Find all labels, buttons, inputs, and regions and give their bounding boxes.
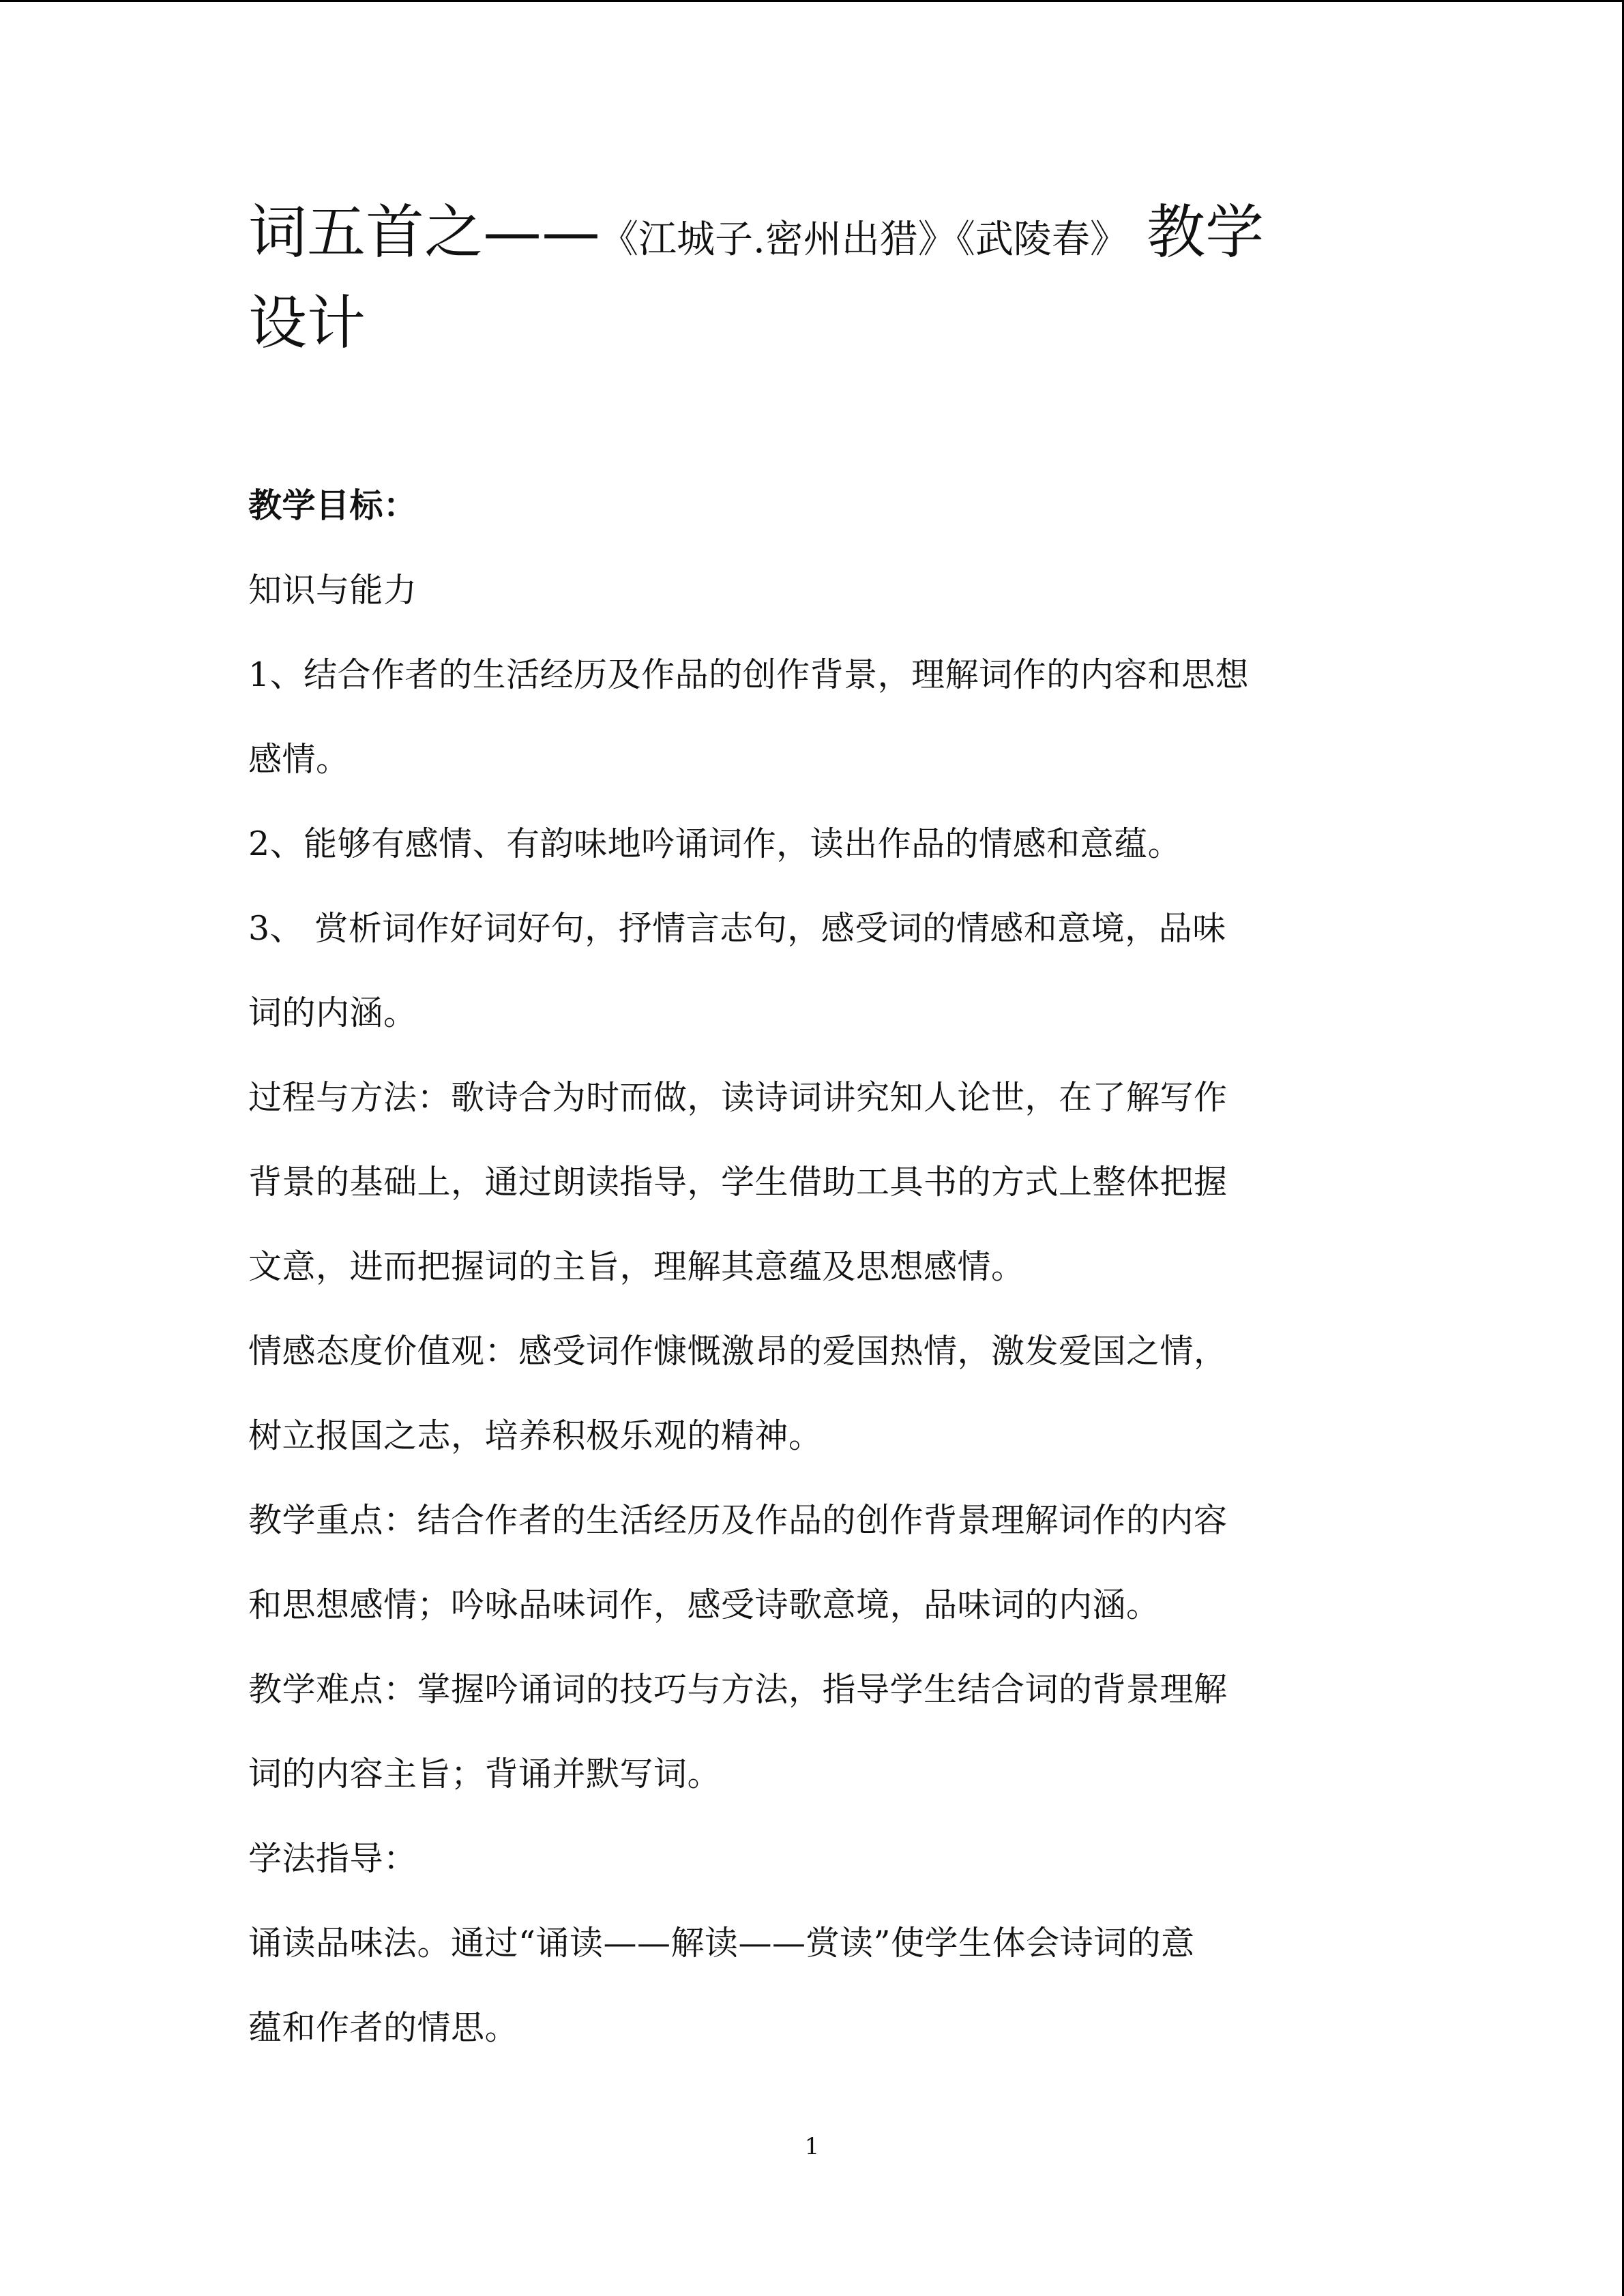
document-page bbox=[248, 191, 1394, 2070]
paragraph: 文意，进而把握词的主旨，理解其意蕴及思想感情。 bbox=[248, 1247, 1025, 1286]
paragraph: 诵读品味法。通过“诵读——解读——赏读”使学生体会诗词的意 bbox=[248, 1924, 1195, 1963]
paragraph: 2、能够有感情、有韵味地吟诵词作，读出作品的情感和意蕴。 bbox=[248, 824, 1182, 863]
document-title bbox=[248, 191, 1394, 366]
page-border-top bbox=[0, 0, 1624, 2]
title-line-2: 设计 bbox=[248, 289, 366, 357]
title-prefix: 词五首之—— bbox=[248, 198, 600, 267]
paragraph: 学法指导： bbox=[248, 1839, 417, 1878]
title-book-1: 《江城子.密州出猎》 bbox=[600, 218, 956, 262]
paragraph: 情感态度价值观：感受词作慷慨激昂的爱国热情，激发爱国之情， bbox=[248, 1332, 1228, 1371]
title-book-2: 《武陵春》 bbox=[956, 218, 1128, 262]
document-body bbox=[248, 464, 1394, 2070]
paragraph: 知识与能力 bbox=[248, 571, 417, 610]
paragraph: 1、结合作者的生活经历及作品的创作背景，理解词作的内容和思想 bbox=[248, 655, 1250, 694]
paragraph: 感情。 bbox=[248, 740, 350, 779]
paragraph: 和思想感情；吟咏品味词作，感受诗歌意境，品味词的内涵。 bbox=[248, 1585, 1160, 1624]
paragraph: 词的内涵。 bbox=[248, 994, 417, 1032]
section-heading-teaching-goals: 教学目标： bbox=[248, 486, 417, 525]
paragraph: 蕴和作者的情思。 bbox=[248, 2008, 519, 2047]
paragraph: 教学重点：结合作者的生活经历及作品的创作背景理解词作的内容 bbox=[248, 1501, 1228, 1540]
paragraph: 教学难点：掌握吟诵词的技巧与方法，指导学生结合词的背景理解 bbox=[248, 1670, 1228, 1709]
paragraph: 树立报国之志，培养积极乐观的精神。 bbox=[248, 1416, 823, 1455]
paragraph: 过程与方法：歌诗合为时而做，读诗词讲究知人论世，在了解写作 bbox=[248, 1078, 1228, 1117]
page-number: 1 bbox=[804, 2133, 820, 2160]
paragraph: 背景的基础上，通过朗读指导，学生借助工具书的方式上整体把握 bbox=[248, 1163, 1228, 1202]
title-suffix: 教学 bbox=[1147, 198, 1265, 267]
paragraph: 3、 赏析词作好词好句，抒情言志句，感受词的情感和意境，品味 bbox=[248, 909, 1226, 948]
paragraph: 词的内容主旨；背诵并默写词。 bbox=[248, 1755, 722, 1793]
